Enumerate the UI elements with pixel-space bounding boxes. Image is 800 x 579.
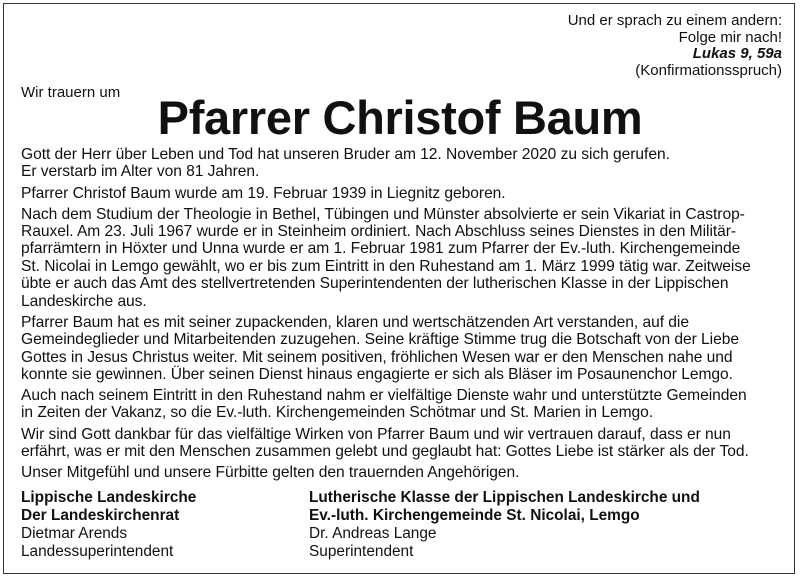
body-line: St. Nicolai in Lemgo gewählt, wo er bis zum Eintritt in den Ruhestand am 1. März 1999 tätig war. Zeitweise: [21, 257, 751, 275]
obituary-body: [21, 146, 781, 485]
signature-title: Landessuperintendent: [21, 543, 174, 560]
signature-person: Dr. Andreas Lange: [309, 525, 437, 542]
signature-org: Ev.-luth. Kirchengemeinde St. Nicolai, Lemgo: [309, 507, 640, 524]
body-line: erfährt, was er mit den Menschen zusammen gelebt und geglaubt hat: Gottes Liebe ist stärker als der Tod.: [21, 442, 749, 460]
body-paragraph: [21, 387, 781, 422]
signature-org: Der Landeskirchenrat: [21, 507, 180, 524]
deceased-name: Pfarrer Christof Baum: [157, 91, 643, 144]
body-line: übte er auch das Amt des stellvertretenden Superintendenten der lutherischen Klasse in der Lippischen: [21, 275, 729, 293]
verse-line: Folge mir nach!: [678, 28, 782, 46]
verse-reference: Lukas 9, 59a: [692, 45, 782, 62]
body-line: Gott der Herr über Leben und Tod hat unseren Bruder am 12. November 2020 zu sich gerufen.: [21, 146, 670, 163]
body-line: Unser Mitgefühl und unsere Fürbitte gelten den trauernden Angehörigen.: [21, 464, 520, 482]
body-line: in Zeiten der Vakanz, so die Ev.-luth. Kirchengemeinden Schötmar und St. Marien in Lemgo.: [21, 404, 654, 422]
body-line: Landeskirche aus.: [21, 292, 147, 310]
body-paragraph: [21, 146, 781, 181]
body-paragraph: [21, 314, 781, 384]
mourning-intro: Wir trauern um: [21, 84, 121, 101]
body-line: Rauxel. Am 23. Juli 1967 wurde er in Steinheim ordiniert. Nach Abschluss seines Dienstes in den Militär-: [21, 223, 737, 240]
body-paragraph: [21, 426, 781, 461]
signature-title: Superintendent: [309, 543, 414, 560]
body-paragraph: [21, 464, 781, 481]
body-line: Gottes in Jesus Christus weiter. Mit seinem positiven, fröhlichen Wesen war er den Menschen nahe und: [21, 348, 733, 366]
body-paragraph: [21, 206, 781, 310]
signature-org: Lutherische Klasse der Lippischen Landeskirche und: [309, 489, 700, 506]
body-line: konnte sie gewinnen. Über seinen Dienst hinaus engagierte er sich als Bläser im Posaunenchor Lemgo.: [21, 365, 733, 383]
bible-verse: [568, 13, 782, 79]
body-line: Er verstarb im Alter von 81 Jahren.: [21, 163, 260, 181]
body-line: Wir sind Gott dankbar für das vielfältige Wirken von Pfarrer Baum und wir vertrauen darauf, dass er nun: [21, 425, 731, 443]
body-line: Pfarrer Baum hat es mit seiner zupackenden, klaren und wertschätzenden Art verstanden, auf die: [21, 313, 689, 331]
body-line: Nach dem Studium der Theologie in Bethel, Tübingen und Münster absolvierte er sein Vikariat in Castrop-: [21, 205, 745, 223]
signature-left: [21, 489, 196, 561]
verse-note: (Konfirmationsspruch): [635, 61, 782, 79]
body-line: Pfarrer Christof Baum wurde am 19. Februar 1939 in Liegnitz geboren.: [21, 184, 506, 202]
signature-person: Dietmar Arends: [21, 525, 128, 542]
signature-org: Lippische Landeskirche: [21, 489, 197, 506]
verse-line: Und er sprach zu einem andern:: [567, 12, 782, 29]
body-line: Gemeindeglieder und Mitarbeitenden zuzugehen. Seine kräftige Stimme trug die Botschaft von der Liebe: [21, 331, 739, 349]
signature-right: [309, 489, 700, 561]
body-line: pfarrämtern in Höxter und Unna wurde er am 1. Februar 1981 zum Pfarrer der Ev.-luth. Kirchengemeinde: [21, 240, 741, 258]
body-paragraph: [21, 185, 781, 202]
body-line: Auch nach seinem Eintritt in den Ruhestand nahm er vielfältige Dienste wahr und unterstützte Gemeinden: [21, 387, 747, 405]
